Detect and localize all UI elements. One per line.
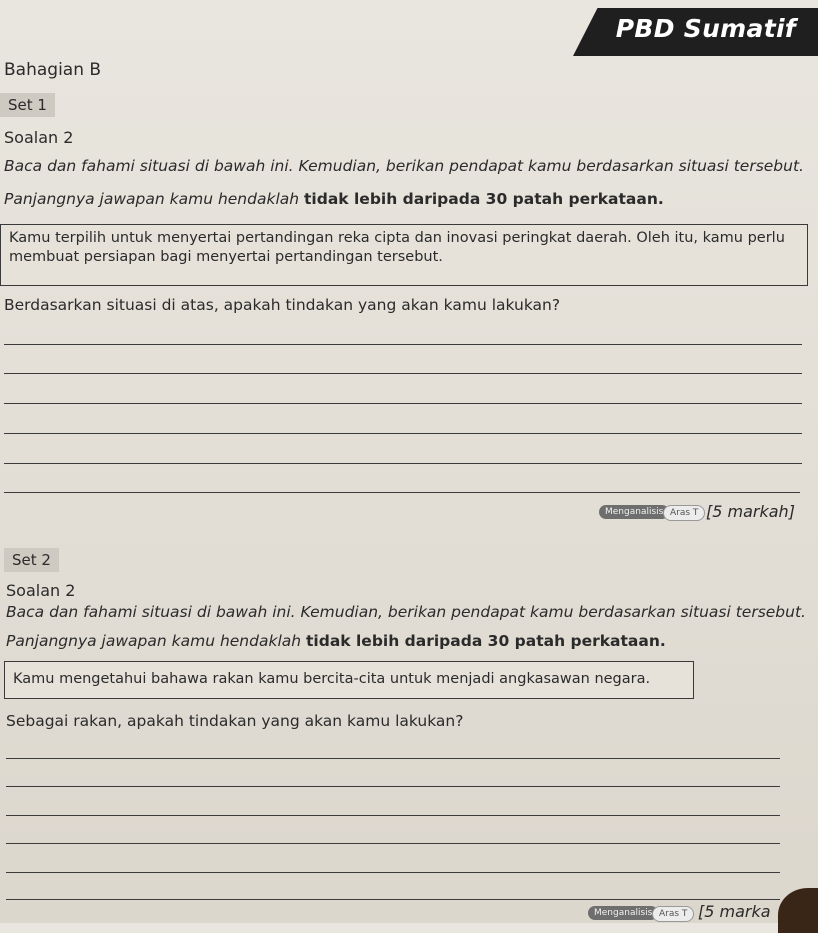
set1-instruction2-prefix: Panjangnya jawapan kamu hendaklah (4, 190, 305, 208)
set2-answer-line-1[interactable] (6, 758, 780, 759)
set1-situation-box (0, 224, 808, 286)
set1-level-badge: Aras T (663, 505, 705, 521)
set1-instruction1: Baca dan fahami situasi di bawah ini. Kemudian, berikan pendapat kamu berdasarkan situasi tersebut. (4, 157, 804, 175)
set2-marks: [5 marka (698, 902, 771, 921)
set2-skill-badge: Menganalisis (588, 906, 658, 920)
set2-situation-text: Kamu mengetahui bahawa rakan kamu bercita-cita untuk menjadi angkasawan negara. (13, 671, 651, 687)
set1-question-label: Soalan 2 (4, 128, 74, 147)
set2-answer-line-2[interactable] (6, 786, 780, 787)
set2-tag: Set 2 (4, 548, 59, 572)
set2-answer-line-6[interactable] (6, 899, 780, 900)
part-label: Bahagian B (4, 60, 102, 80)
set2-prompt: Sebagai rakan, apakah tindakan yang akan kamu lakukan? (6, 712, 464, 730)
set1-answer-line-3[interactable] (4, 403, 802, 404)
set2-instruction2-prefix: Panjangnya jawapan kamu hendaklah (6, 632, 307, 650)
set1-situation-text: Kamu terpilih untuk menyertai pertandingan reka cipta dan inovasi peringkat daerah. Oleh itu, kamu perlu membuat persiapan bagi menyertai pertandingan tersebut. (9, 230, 785, 265)
set2-situation-box (4, 661, 694, 699)
set1-instruction2 (4, 190, 664, 208)
set2-answer-line-3[interactable] (6, 815, 780, 816)
set2-answer-line-5[interactable] (6, 872, 780, 873)
set1-marks: [5 markah] (706, 502, 795, 521)
page-title: PBD Sumatif (615, 14, 796, 43)
set2-instruction2 (6, 632, 666, 650)
set1-answer-line-6[interactable] (4, 492, 800, 493)
set1-instruction2-bold: tidak lebih daripada 30 patah perkataan. (304, 190, 664, 208)
set1-skill-badge: Menganalisis (599, 505, 669, 519)
set2-instruction2-bold: tidak lebih daripada 30 patah perkataan. (306, 632, 666, 650)
set1-answer-line-1[interactable] (4, 344, 802, 345)
set1-answer-line-2[interactable] (4, 373, 802, 374)
set1-answer-line-5[interactable] (4, 463, 802, 464)
set2-instruction1: Baca dan fahami situasi di bawah ini. Kemudian, berikan pendapat kamu berdasarkan situasi tersebut. (6, 603, 806, 621)
set1-prompt: Berdasarkan situasi di atas, apakah tindakan yang akan kamu lakukan? (4, 296, 561, 314)
page-corner-shadow (778, 888, 818, 933)
set2-answer-line-4[interactable] (6, 843, 780, 844)
set1-answer-line-4[interactable] (4, 433, 802, 434)
set1-tag: Set 1 (0, 93, 55, 117)
set2-level-badge: Aras T (652, 906, 694, 922)
set2-question-label: Soalan 2 (6, 581, 76, 600)
